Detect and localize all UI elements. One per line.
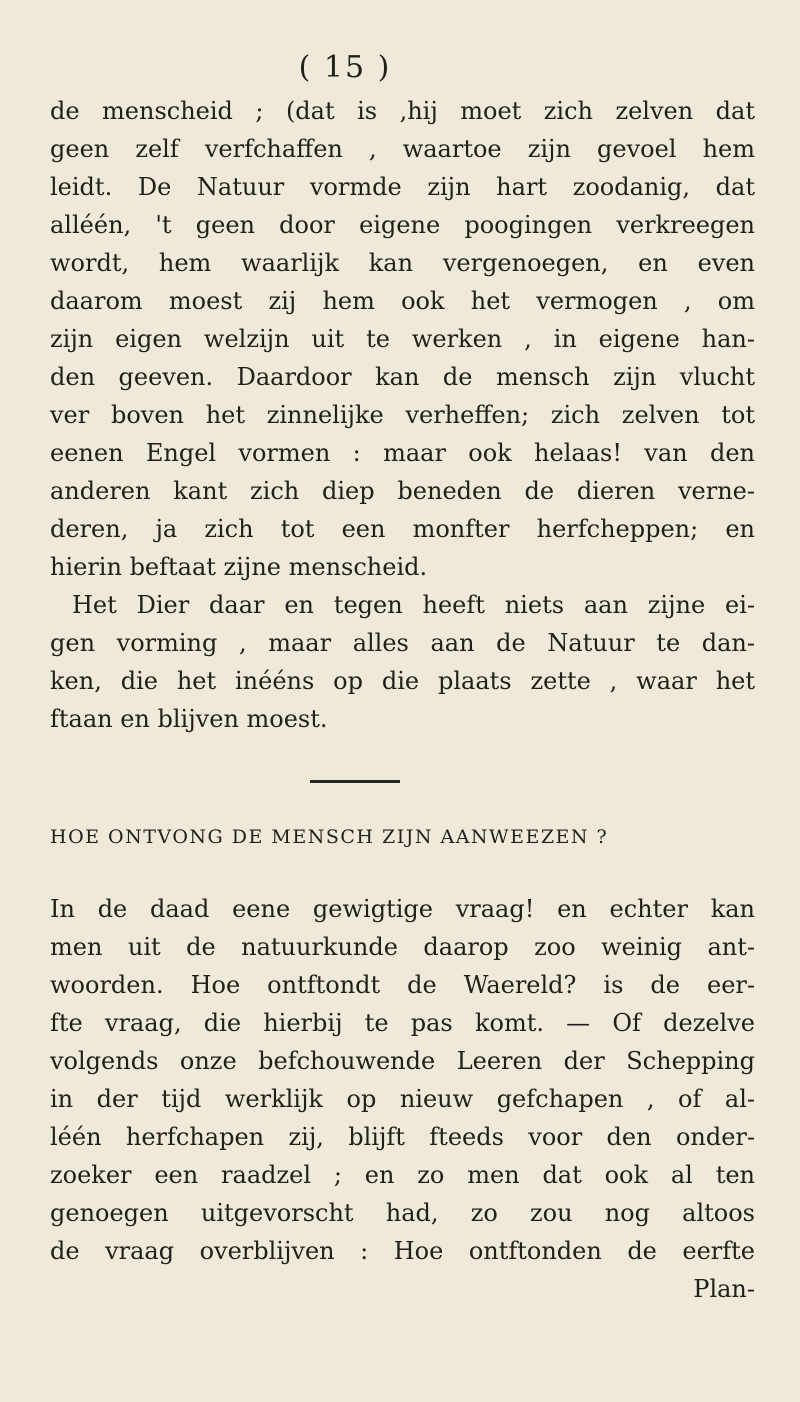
- text-line: leidt. De Natuur vormde zijn hart zoodanig, dat: [50, 173, 755, 201]
- body-text-top: [50, 92, 755, 738]
- text-line: genoegen uitgevorscht had, zo zou nog altoos: [50, 1199, 755, 1227]
- catchword: Plan-: [693, 1275, 755, 1303]
- text-line: de menscheid ; (dat is ,hij moet zich zelven dat: [50, 97, 755, 125]
- body-text-bottom: [50, 890, 755, 1308]
- text-line: ver boven het zinnelijke verheffen; zich zelven tot: [50, 401, 755, 429]
- text-line: anderen kant zich diep beneden de dieren verne-: [50, 477, 755, 505]
- text-line: woorden. Hoe ontftondt de Waereld? is de eer-: [50, 971, 755, 999]
- text-line: volgends onze befchouwende Leeren der Schepping: [50, 1047, 755, 1075]
- text-line: gen vorming , maar alles aan de Natuur te dan-: [50, 629, 755, 657]
- text-line: geen zelf verfchaffen , waartoe zijn gevoel hem: [50, 135, 755, 163]
- text-line: zijn eigen welzijn uit te werken , in eigene han-: [50, 325, 755, 353]
- text-line: wordt, hem waarlijk kan vergenoegen, en even: [50, 249, 755, 277]
- text-line: léén herfchapen zij, blijft fteeds voor den onder-: [50, 1123, 755, 1151]
- paragraph-2: [50, 586, 755, 738]
- text-line: eenen Engel vormen : maar ook helaas! van den: [50, 439, 755, 467]
- text-line: In de daad eene gewigtige vraag! en echter kan: [50, 895, 755, 923]
- paragraph-3: [50, 890, 755, 1308]
- text-line: men uit de natuurkunde daarop zoo weinig ant-: [50, 933, 755, 961]
- text-line: hierin beftaat zijne menscheid.: [50, 553, 428, 581]
- text-line: de vraag overblijven : Hoe ontftonden de eerfte: [50, 1237, 755, 1265]
- text-line: zoeker een raadzel ; en zo men dat ook al ten: [50, 1161, 755, 1189]
- text-line: Het Dier daar en tegen heeft niets aan zijne ei-: [72, 591, 755, 619]
- text-line: in der tijd werklijk op nieuw gefchapen , of al-: [50, 1085, 755, 1113]
- paragraph-1: [50, 92, 755, 586]
- text-line: daarom moest zij hem ook het vermogen , om: [50, 287, 755, 315]
- text-line: ftaan en blijven moest.: [50, 705, 328, 733]
- text-line: alléén, 't geen door eigene poogingen verkreegen: [50, 211, 755, 239]
- text-line: deren, ja zich tot een monfter herfcheppen; en: [50, 515, 755, 543]
- section-divider: [310, 780, 400, 783]
- page-number: ( 15 ): [298, 50, 392, 85]
- text-line: fte vraag, die hierbij te pas komt. — Of dezelve: [50, 1009, 755, 1037]
- text-line: den geeven. Daardoor kan de mensch zijn vlucht: [50, 363, 755, 391]
- text-line: ken, die het inééns op die plaats zette , waar het: [50, 667, 755, 695]
- section-heading: HOE ONTVONG DE MENSCH ZIJN AANWEEZEN ?: [50, 826, 609, 848]
